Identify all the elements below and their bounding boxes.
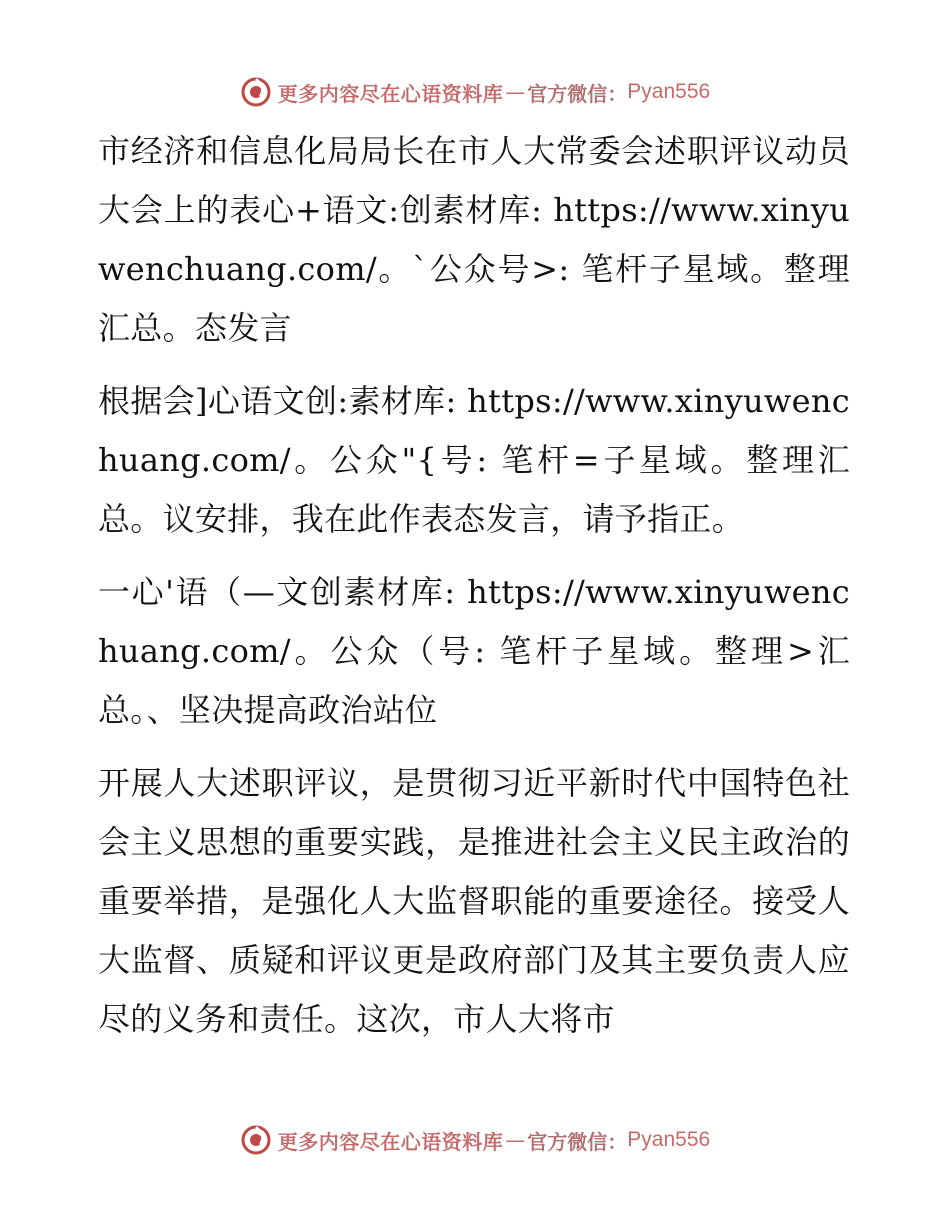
paragraph-4: 开展人大述职评议，是贯彻习近平新时代中国特色社会主义思想的重要实践，是推进社会主义民主政治的重要举措，是强化人大监督职能的重要途径。接受人大监督、质疑和评议更是政府部门及其主要负责人应尽的义务和责任。这次，市人大将市: [98, 764, 850, 1038]
banner-title: 更多内容尽在心语资料库: [277, 1129, 504, 1154]
logo-icon: [240, 1124, 272, 1156]
banner-official-label: 官方微信：: [527, 1129, 628, 1154]
banner-separator: —: [505, 1128, 526, 1152]
banner-wechat-id: Pyan556: [627, 1128, 711, 1151]
banner-wechat-id: Pyan556: [627, 80, 711, 103]
footer-banner: [0, 1118, 950, 1162]
header-banner: [0, 70, 950, 114]
banner-official-label: 官方微信：: [527, 81, 628, 106]
logo-icon: [240, 76, 272, 108]
paragraph-1: 市经济和信息化局局长在市人大常委会述职评议动员大会上的表心+语文:创素材库: https://www.xinyuwenchuang.com/。`公众号>: 笔杆子星域。整理汇总。态发言: [98, 132, 850, 347]
paragraph-3: 一心'语（—文创素材库: https://www.xinyuwenchuang.com/。公众（号: 笔杆子星域。整理>汇总。、坚决提高政治站位: [98, 573, 850, 729]
banner-separator: —: [505, 80, 526, 104]
document-body: [98, 122, 850, 1063]
banner-title: 更多内容尽在心语资料库: [277, 81, 504, 106]
paragraph-2: 根据会]心语文创:素材库: https://www.xinyuwenchuang.com/。公众"{号: 笔杆=子星域。整理汇总。议安排，我在此作表态发言，请予指正。: [98, 382, 850, 538]
